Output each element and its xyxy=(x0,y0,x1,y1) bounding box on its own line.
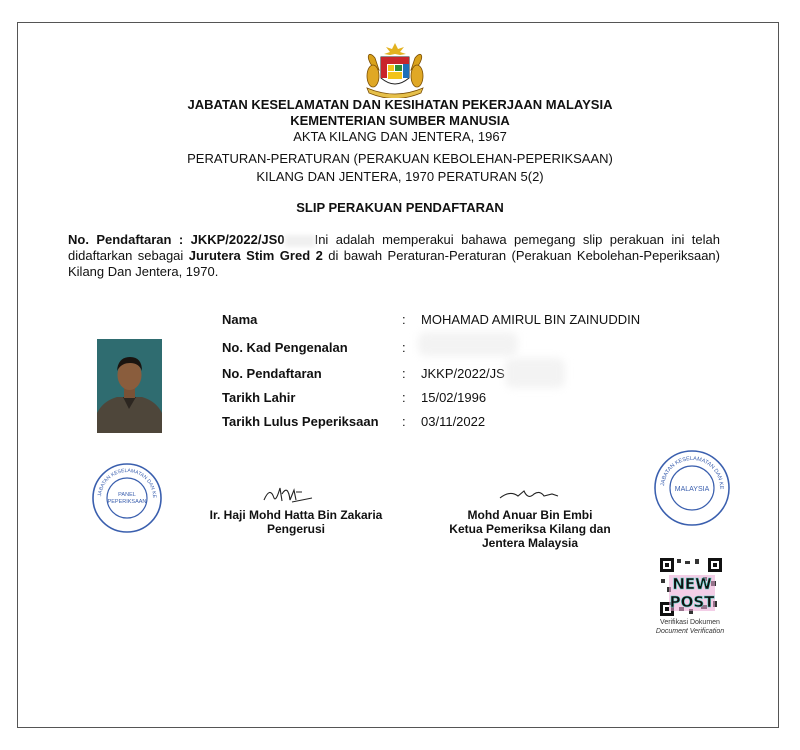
stamp-center-line2: PEPERIKSAAN xyxy=(107,499,147,505)
colon: : xyxy=(402,414,406,429)
verification-label: Verifikasi Dokumen xyxy=(660,619,720,626)
chairman-name: Ir. Haji Mohd Hatta Bin Zakaria xyxy=(209,508,383,522)
stamp-center: MALAYSIA xyxy=(674,486,710,493)
statement-text-2: di bawah Peraturan-Peraturan (Perakuan Kebolehan-Peperiksaan) Kilang Dan Jentera, 1970. xyxy=(68,248,720,279)
colon: : xyxy=(402,340,406,355)
stamp-ring-text: JABATAN KESELAMATAN DAN KE xyxy=(97,467,158,499)
chief-inspector-title: Jentera Malaysia xyxy=(481,536,579,550)
stamp-ring-text: JABATAN KESELAMATAN DAN KE xyxy=(660,455,725,490)
value-date-of-birth: 15/02/1996 xyxy=(421,390,487,405)
verification-label-en: Document Verification xyxy=(655,628,725,635)
overlay-text: POST xyxy=(669,593,715,611)
header-act: AKTA KILANG DAN JENTERA, 1967 xyxy=(293,129,507,144)
overlay-text: NEW xyxy=(672,575,712,593)
colon: : xyxy=(402,366,406,381)
qr-code[interactable] xyxy=(659,557,723,617)
header-agency: JABATAN KESELAMATAN DAN KESIHATAN PEKERJAAN MALAYSIA xyxy=(187,97,613,112)
colon: : xyxy=(402,312,406,327)
statement-text-1: Ini adalah memperakui bahawa pemegang slip perakuan ini telah didaftarkan sebagai xyxy=(68,232,720,263)
signature-chairman xyxy=(262,482,314,506)
chief-inspector-title: Ketua Pemeriksa Kilang dan xyxy=(449,522,611,536)
statement-paragraph xyxy=(68,232,720,280)
header-regulation: PERATURAN-PERATURAN (PERAKUAN KEBOLEHAN-PEPERIKSAAN) xyxy=(187,151,613,166)
coat-of-arms-icon xyxy=(359,42,431,98)
slip-title: SLIP PERAKUAN PENDAFTARAN xyxy=(296,200,504,215)
value-exam-pass-date: 03/11/2022 xyxy=(421,414,486,429)
header-ministry: KEMENTERIAN SUMBER MANUSIA xyxy=(290,113,510,128)
signature-chief-inspector xyxy=(498,486,560,504)
colon: : xyxy=(402,390,406,405)
header-regulation-cont: KILANG DAN JENTERA, 1970 PERATURAN 5(2) xyxy=(256,169,544,184)
holder-photo xyxy=(97,339,162,433)
redaction xyxy=(285,235,315,247)
value-name: MOHAMAD AMIRUL BIN ZAINUDDIN xyxy=(421,312,641,327)
malaysia-stamp-icon xyxy=(653,449,731,527)
label-registration-number: No. Pendaftaran xyxy=(222,366,322,381)
label-exam-pass-date: Tarikh Lulus Peperiksaan xyxy=(222,414,379,429)
stamp-center-line1: PANEL xyxy=(118,492,136,498)
certified-role: Jurutera Stim Gred 2 xyxy=(188,248,323,263)
chairman-title: Pengerusi xyxy=(266,522,326,536)
label-date-of-birth: Tarikh Lahir xyxy=(222,390,296,405)
label-ic-number: No. Kad Pengenalan xyxy=(222,340,348,355)
panel-stamp-icon xyxy=(91,462,163,534)
verification-caption xyxy=(640,618,740,636)
redaction xyxy=(505,358,565,388)
redaction xyxy=(418,332,518,356)
chief-inspector-name: Mohd Anuar Bin Embi xyxy=(467,508,593,522)
label-name: Nama xyxy=(222,312,258,327)
registration-label: No. Pendaftaran : JKKP/2022/JS0 xyxy=(68,232,285,247)
value-registration-number: JKKP/2022/JS xyxy=(421,366,505,381)
